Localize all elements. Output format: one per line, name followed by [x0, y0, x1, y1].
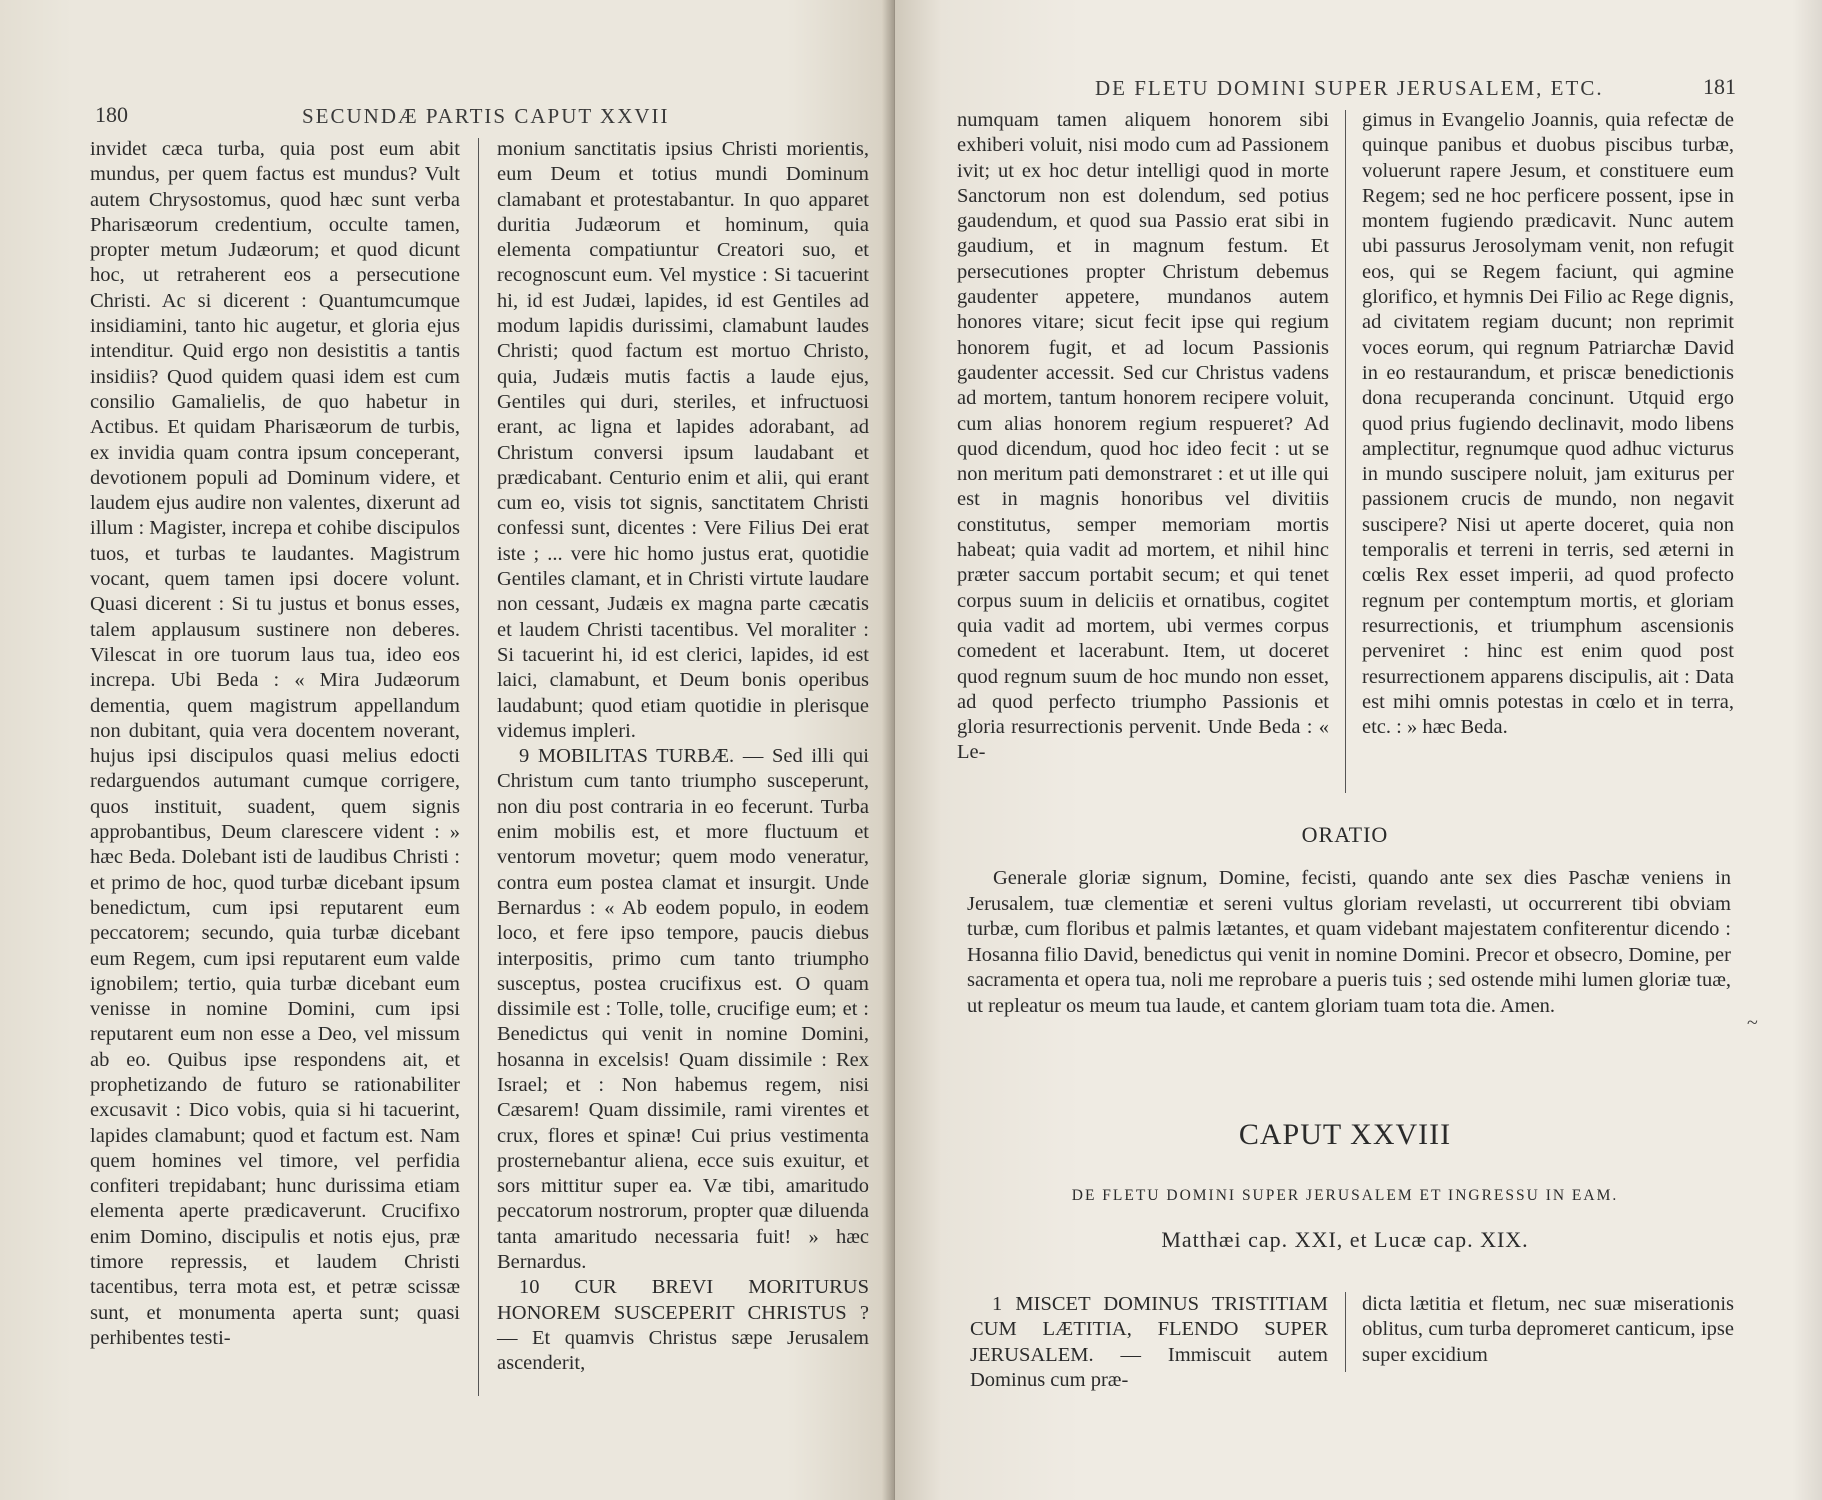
chapter-column-1 — [970, 1292, 1328, 1391]
oratio-heading: ORATIO — [1301, 822, 1389, 847]
paragraph: dicta lætitia et fletum, nec suæ miserationis oblitus, cum turba depromeret canticum, ipse super excidium — [1362, 1293, 1734, 1366]
page-number-left: 180 — [95, 102, 128, 127]
running-head-right: DE FLETU DOMINI SUPER JERUSALEM, ETC. — [1095, 76, 1604, 100]
chapter-title: CAPUT XXVIII — [1238, 1118, 1452, 1151]
chapter-subtitle: DE FLETU DOMINI SUPER JERUSALEM ET INGRESSU IN EAM. — [1071, 1187, 1619, 1204]
left-page — [0, 0, 895, 1500]
paragraph-cur-brevi: 10 CUR BREVI MORITURUS HONOREM SUSCEPERIT CHRISTUS ? — Et quamvis Christus sæpe Jerusalem ascenderit, — [497, 1276, 869, 1375]
column-rule — [1345, 110, 1346, 793]
left-page-column-2 — [497, 137, 869, 1392]
paragraph: gimus in Evangelio Joannis, quia refectæ de quinque panibus et duobus piscibus turbæ, voluerunt rapere Jesum, et constituere eum Regem; sed ne hoc perficere possent, ipse in montem fugiendo prædicavit. Nunc autem ubi passurus Jerosolymam venit, non refugit eos, qui se Regem faciunt, qui agmine glorifico, et hymnis Dei Filio ac Rege dignis, ad civitatem regiam ducunt; non reprimit voces eorum, qui regnum Patriarchæ David in eo restaurandum, et priscæ benedictionis dona recuperanda concinunt. Utquid ergo quod prius fugiendo declinavit, modo libens amplectitur, regnumque quod adhuc victurus in mundo suscipere noluit, jam exiturus per passionem crucis de mundo, non negavit suscipere? Nisi ut aperte doceret, quia non temporalis et terreni in terris, sed æterni in cœlis Rex esset imperii, ad quod profecto regnum per contemptum mortis, et gloriam resurrectionis, et triumphum ascensionis perveniret : hinc est enim quod post resurrectionem apparens discipulis, ait : Data est mihi omnis potestas in cœlo et in terra, etc. : » hæc Beda. — [1362, 109, 1734, 739]
right-page-column-2 — [1362, 108, 1734, 793]
oratio-text: Generale gloriæ signum, Domine, fecisti, quando ante sex dies Paschæ veniens in Jerusalem, tuæ clementiæ et sereni vultus gloriam revelasti, ut occurrerent tibi obviam turbæ, cum floribus et palmis lætantes, et quam videbant majestatem confiterentur dicendo : Hosanna filio David, benedictus qui venit in nomine Domini. Precor et obsecro, Domine, per sacramenta et opera tua, noli me reprobare a pueris tuis ; sed ostende mihi lumen gloriæ tuæ, ut repleatur os meum tua laude, et cantem gloriam tuam tota die. Amen. — [967, 867, 1731, 1017]
page-number-right: 181 — [1703, 74, 1736, 99]
column-rule — [478, 138, 479, 1396]
running-head-left: SECUNDÆ PARTIS CAPUT XXVII — [302, 104, 670, 128]
paragraph: numquam tamen aliquem honorem sibi exhiberi voluit, nisi modo cum ad Passionem ivit; ut ex hoc detur intelligi quod in morte Sanctorum non est dolendum, sed potius gaudendum, et quod sua Passio erat sibi in gaudium, et in magnum festum. Et persecutiones propter Christum debemus gaudenter appetere, mundanos autem honores vitare; sicut fecit ipse qui regium honorem fugit, et ad locum Passionis gaudenter accessit. Sed cur Christus vadens ad mortem, tantum honorem recipere voluit, cum alias honorem regium respueret? Ad quod dicendum, quod hoc ideo fecit : ut se non meritum pati demonstraret : et ut ille qui est in magnis honoribus vel divitiis constitutus, semper memoriam mortis habeat; quia vadit ad mortem, et nihil hinc præter saccum portabit secum; et qui tenet corpus suum in deliciis et ornatibus, cogitet quia vadit ad mortem, ubi vermes corpus comedent et lacerabunt. Item, ut doceret quod regnum suum de hoc mundo non esset, ad quod perfecto triumpho Passionis et gloria resurrectionis pervenit. Unde Beda : « Le- — [957, 109, 1329, 764]
right-page — [895, 0, 1822, 1500]
paragraph-mobilitas-turbae: 9 MOBILITAS TURBÆ. — Sed illi qui Christum cum tanto triumpho susceperunt, non diu post contraria in eo fecerunt. Turba enim mobilis est, et more fluctuum et ventorum movetur; quem modo veneratur, contra eum postea clamat et insurgit. Unde Bernardus : « Ab eodem populo, in eodem loco, et fere ipso tempore, paucis diebus interpositis, primo cum tanto triumpho susceptus, postea crucifixus est. O quam dissimile est : Tolle, tolle, crucifige eum; et : Benedictus qui venit in nomine Domini, hosanna in excelsis! Quam dissimile : Rex Israel; et : Non habemus regem, nisi Cæsarem! Quam dissimile, rami virentes et crux, flores et spinæ! Cui prius vestimenta prosternebantur aliena, ecce suis exuitur, et sors mittitur super ea. Væ tibi, amaritudo peccatorum nostrorum, propter quæ diluenda tanta amaritudo necessaria fuit! » hæc Bernardus. — [497, 745, 869, 1274]
right-page-column-1 — [957, 108, 1329, 793]
margin-mark: ~ — [1747, 1012, 1758, 1034]
paragraph: monium sanctitatis ipsius Christi morientis, eum Deum et totius mundi Dominum clamabant et protestabantur. In quo apparet duritia Judæorum et hominum, quia elementa compatiuntur Creatori suo, et recognoscunt eum. Vel mystice : Si tacuerint hi, id est Judæi, lapides, id est Gentiles ad modum lapidis durissimi, clamabunt laudes Christi; quod factum est mortuo Christo, quia, Judæis mutis factis a laude ejus, Gentiles qui duri, steriles, et infructuosi erant, ac ligna et lapides adorabant, ad Christum conversi ipsum laudabant et prædicabant. Centurio enim et alii, qui erant cum eo, visis tot signis, sanctitatem Christi confessi sunt, dicentes : Vere Filius Dei erat iste ; ... vere hic homo justus erat, quotidie Gentiles clamant, et in Christi virtute laudare non cessant, Judæis ex magna parte cæcatis et laudem Christi tacentibus. Vel moraliter : Si tacuerint hi, id est clerici, lapides, id est laici, clamabunt, et Deum bonis operibus laudabunt; quod etiam quotidie in plerisque videmus impleri. — [497, 138, 869, 742]
left-page-column-1 — [90, 137, 460, 1392]
column-rule — [1345, 1292, 1346, 1372]
chapter-reference: Matthæi cap. XXI, et Lucæ cap. XIX. — [1161, 1227, 1529, 1252]
paragraph-miscet-dominus: 1 MISCET DOMINUS TRISTITIAM CUM LÆTITIA, FLENDO SUPER JERUSALEM. — Immiscuit autem Dominus cum præ- — [970, 1293, 1328, 1391]
page-edge-shadow — [1792, 0, 1822, 1500]
chapter-column-2 — [1362, 1292, 1734, 1374]
paragraph: invidet cæca turba, quia post eum abit mundus, per quem factus est mundus? Vult autem Chrysostomus, quod hæc sunt verba Pharisæorum credentium, occulte tamen, propter metum Judæorum; et quod dicunt hoc, ut retraherent eos a persecutione Christi. Ac si dicerent : Quantumcumque insidiamini, tanto hic augetur, et gloria ejus intenditur. Quid ergo non desistitis a tantis insidiis? Quod quidem quasi idem est cum consilio Gamalielis, de quo habetur in Actibus. Et quidam Pharisæorum de turbis, ex invidia quam contra ipsum conceperant, devotionem populi ad Dominum videre, et laudem ejus audire non valentes, dixerunt ad illum : Magister, increpa et cohibe discipulos tuos, et turbas te laudantes. Magistrum vocant, quem tamen ipsi docere volunt. Quasi dicerent : Si tu justus et bonus esses, talem applausum sustinere non deberes. Vilescat in ore tuorum laus tua, ideo eos increpa. Ubi Beda : « Mira Judæorum dementia, quem magistrum appellandum non dubitant, quia vera docentem noverant, hujus ipsi discipulos quasi melius edocti redarguendos autumant cumque corrigere, quos instituit, suadent, quem signis approbantibus, Deum clarescere vident : » hæc Beda. Dolebant isti de laudibus Christi : et primo de hoc, quod turbæ dicebant ipsum benedictum, cum ipsi reputarent eum peccatorem; secundo, quia turbæ dicebant eum Regem, cum ipsi reputarent eum valde ignobilem; tertio, quia turbæ dicebant eum venisse in nomine Domini, cum ipsi reputarent eum non esse a Deo, vel missum ab eo. Quibus ipse respondens ait, et prophetizando de futuro se rationabiliter excusavit : Dico vobis, quia si hi tacuerint, lapides clamabunt; quod et factum est. Nam quem homines vel timore, vel perfidia confiteri trepidabant; hunc durissima etiam elementa aperte prædicaverunt. Crucifixo enim Domino, discipulis et notis ejus, præ timore repressis, et laudem Christi tacentibus, terra mota est, et petræ scissæ sunt, et monumenta aperta sunt; quasi perhibentes testi- — [90, 138, 460, 1349]
oratio-body — [967, 866, 1731, 1019]
